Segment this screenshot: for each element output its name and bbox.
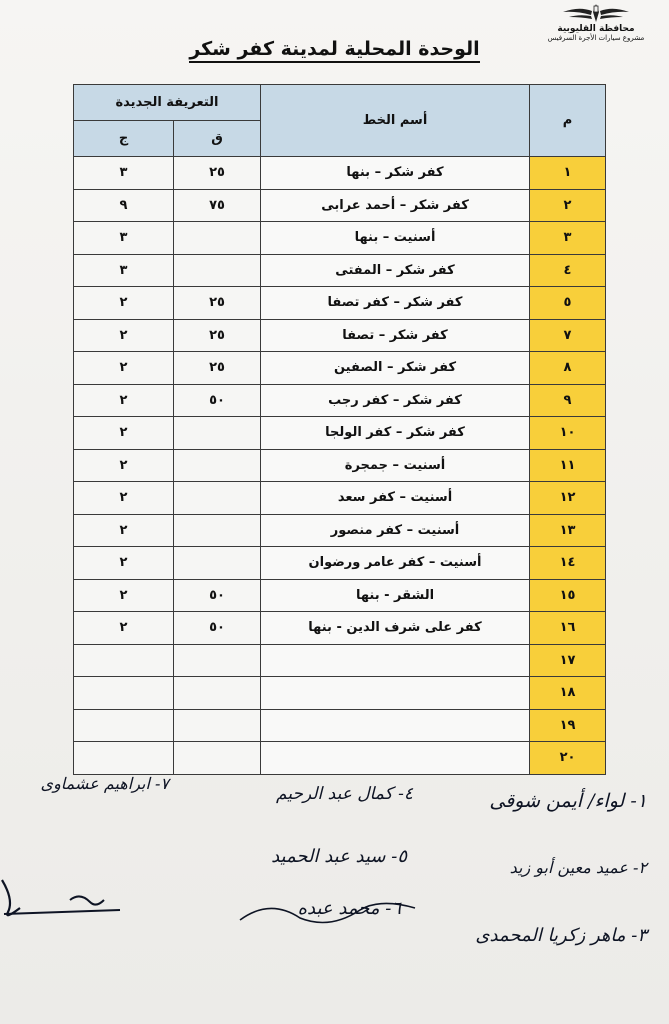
row-fare-qirsh (174, 417, 261, 450)
table-row (74, 644, 606, 677)
row-route: كفر شكر – أحمد عرابى (261, 189, 530, 222)
logo-text-governorate: محافظة القليوبية (557, 24, 635, 34)
signature-3: ٣- ماهر زكريا المحمدى (475, 925, 647, 946)
row-number: ٧ (530, 319, 606, 352)
row-number: ١٩ (530, 709, 606, 742)
header-qirsh: ق (174, 121, 261, 157)
row-route: كفر شكر – كفر رجب (261, 384, 530, 417)
row-fare-pound (74, 644, 174, 677)
row-number: ٢٠ (530, 742, 606, 775)
row-route: كفر شكر – المفتى (261, 254, 530, 287)
row-fare-pound: ٢ (74, 417, 174, 450)
row-number: ١٣ (530, 514, 606, 547)
row-route: أسنيت – كفر عامر ورضوان (261, 547, 530, 580)
header-pound: ج (74, 121, 174, 157)
row-fare-pound: ٣ (74, 222, 174, 255)
row-fare-pound (74, 709, 174, 742)
table-row (74, 742, 606, 775)
row-route: كفر شكر – كفر تصفا (261, 287, 530, 320)
table-row (74, 677, 606, 710)
table-row (74, 287, 606, 320)
table-row (74, 222, 606, 255)
row-fare-qirsh (174, 709, 261, 742)
row-route: أسنيت – جمجرة (261, 449, 530, 482)
row-fare-qirsh: ٢٥ (174, 287, 261, 320)
row-number: ٩ (530, 384, 606, 417)
table-row (74, 514, 606, 547)
row-number: ١٠ (530, 417, 606, 450)
row-fare-qirsh: ٥٠ (174, 579, 261, 612)
table-row (74, 482, 606, 515)
row-number: ١٤ (530, 547, 606, 580)
row-fare-pound: ٢ (74, 449, 174, 482)
row-number: ٢ (530, 189, 606, 222)
table-row (74, 449, 606, 482)
row-number: ١٨ (530, 677, 606, 710)
row-route: كفر شكر – الصفين (261, 352, 530, 385)
row-route (261, 677, 530, 710)
page-title (0, 38, 669, 60)
row-number: ١١ (530, 449, 606, 482)
row-route (261, 742, 530, 775)
row-route: الشقر - بنها (261, 579, 530, 612)
row-fare-qirsh (174, 547, 261, 580)
header-num: م (530, 85, 606, 157)
signature-flourish-center (230, 890, 430, 930)
row-fare-qirsh: ٧٥ (174, 189, 261, 222)
signature-5: ٥- سيد عبد الحميد (271, 846, 407, 867)
row-route: كفر على شرف الدين - بنها (261, 612, 530, 645)
row-route: أسنيت – كفر سعد (261, 482, 530, 515)
row-fare-qirsh (174, 449, 261, 482)
header-new-fare: التعريفة الجديدة (74, 85, 261, 121)
logo-text-project: مشروع سيارات الأجرة السرفيس (547, 34, 645, 42)
table-row (74, 157, 606, 190)
table-row (74, 417, 606, 450)
table-row (74, 319, 606, 352)
signature-scrawl-left (0, 850, 130, 930)
row-fare-pound (74, 742, 174, 775)
signature-7: ٧- ابراهيم عشماوى (40, 774, 169, 793)
row-fare-qirsh: ٢٥ (174, 352, 261, 385)
fare-table-body (74, 157, 606, 775)
row-fare-qirsh (174, 222, 261, 255)
signature-4: ٤- كمال عبد الرحيم (276, 784, 413, 804)
row-fare-qirsh: ٢٥ (174, 157, 261, 190)
row-number: ١٢ (530, 482, 606, 515)
row-fare-pound: ٢ (74, 612, 174, 645)
row-fare-pound: ٢ (74, 319, 174, 352)
row-number: ١ (530, 157, 606, 190)
table-row (74, 579, 606, 612)
row-fare-pound: ٢ (74, 482, 174, 515)
table-row (74, 709, 606, 742)
row-fare-qirsh (174, 514, 261, 547)
row-number: ١٦ (530, 612, 606, 645)
row-route: أسنيت – بنها (261, 222, 530, 255)
row-fare-qirsh (174, 644, 261, 677)
row-route: كفر شكر – كفر الولجا (261, 417, 530, 450)
table-row (74, 612, 606, 645)
row-number: ٤ (530, 254, 606, 287)
table-row (74, 254, 606, 287)
row-number: ١٧ (530, 644, 606, 677)
row-fare-pound: ٩ (74, 189, 174, 222)
row-fare-pound (74, 677, 174, 710)
fare-table (73, 84, 606, 775)
winged-emblem-icon (561, 2, 631, 24)
row-fare-pound: ٢ (74, 384, 174, 417)
table-row (74, 352, 606, 385)
row-fare-pound: ٣ (74, 254, 174, 287)
header-route: أسم الخط (261, 85, 530, 157)
row-route: كفر شكر – بنها (261, 157, 530, 190)
table-row (74, 547, 606, 580)
row-number: ٥ (530, 287, 606, 320)
row-fare-pound: ٢ (74, 579, 174, 612)
signature-6: ٦- محمد عبده (297, 898, 401, 919)
table-row (74, 384, 606, 417)
row-fare-pound: ٢ (74, 547, 174, 580)
signature-1: ١- لواء/ أيمن شوقى (489, 790, 647, 812)
row-route: أسنيت – كفر منصور (261, 514, 530, 547)
row-number: ٨ (530, 352, 606, 385)
row-fare-qirsh (174, 742, 261, 775)
row-route (261, 709, 530, 742)
table-row (74, 189, 606, 222)
row-number: ١٥ (530, 579, 606, 612)
row-fare-pound: ٢ (74, 287, 174, 320)
row-fare-qirsh: ٥٠ (174, 384, 261, 417)
row-fare-qirsh: ٥٠ (174, 612, 261, 645)
page-title-text: الوحدة المحلية لمدينة كفر شكر (189, 38, 479, 63)
row-fare-pound: ٣ (74, 157, 174, 190)
signature-2: ٢- عميد معين أبو زيد (509, 858, 647, 877)
row-fare-pound: ٢ (74, 352, 174, 385)
row-fare-pound: ٢ (74, 514, 174, 547)
row-fare-qirsh: ٢٥ (174, 319, 261, 352)
row-fare-qirsh (174, 482, 261, 515)
row-fare-qirsh (174, 254, 261, 287)
row-number: ٣ (530, 222, 606, 255)
row-route: كفر شكر – تصفا (261, 319, 530, 352)
row-fare-qirsh (174, 677, 261, 710)
row-route (261, 644, 530, 677)
